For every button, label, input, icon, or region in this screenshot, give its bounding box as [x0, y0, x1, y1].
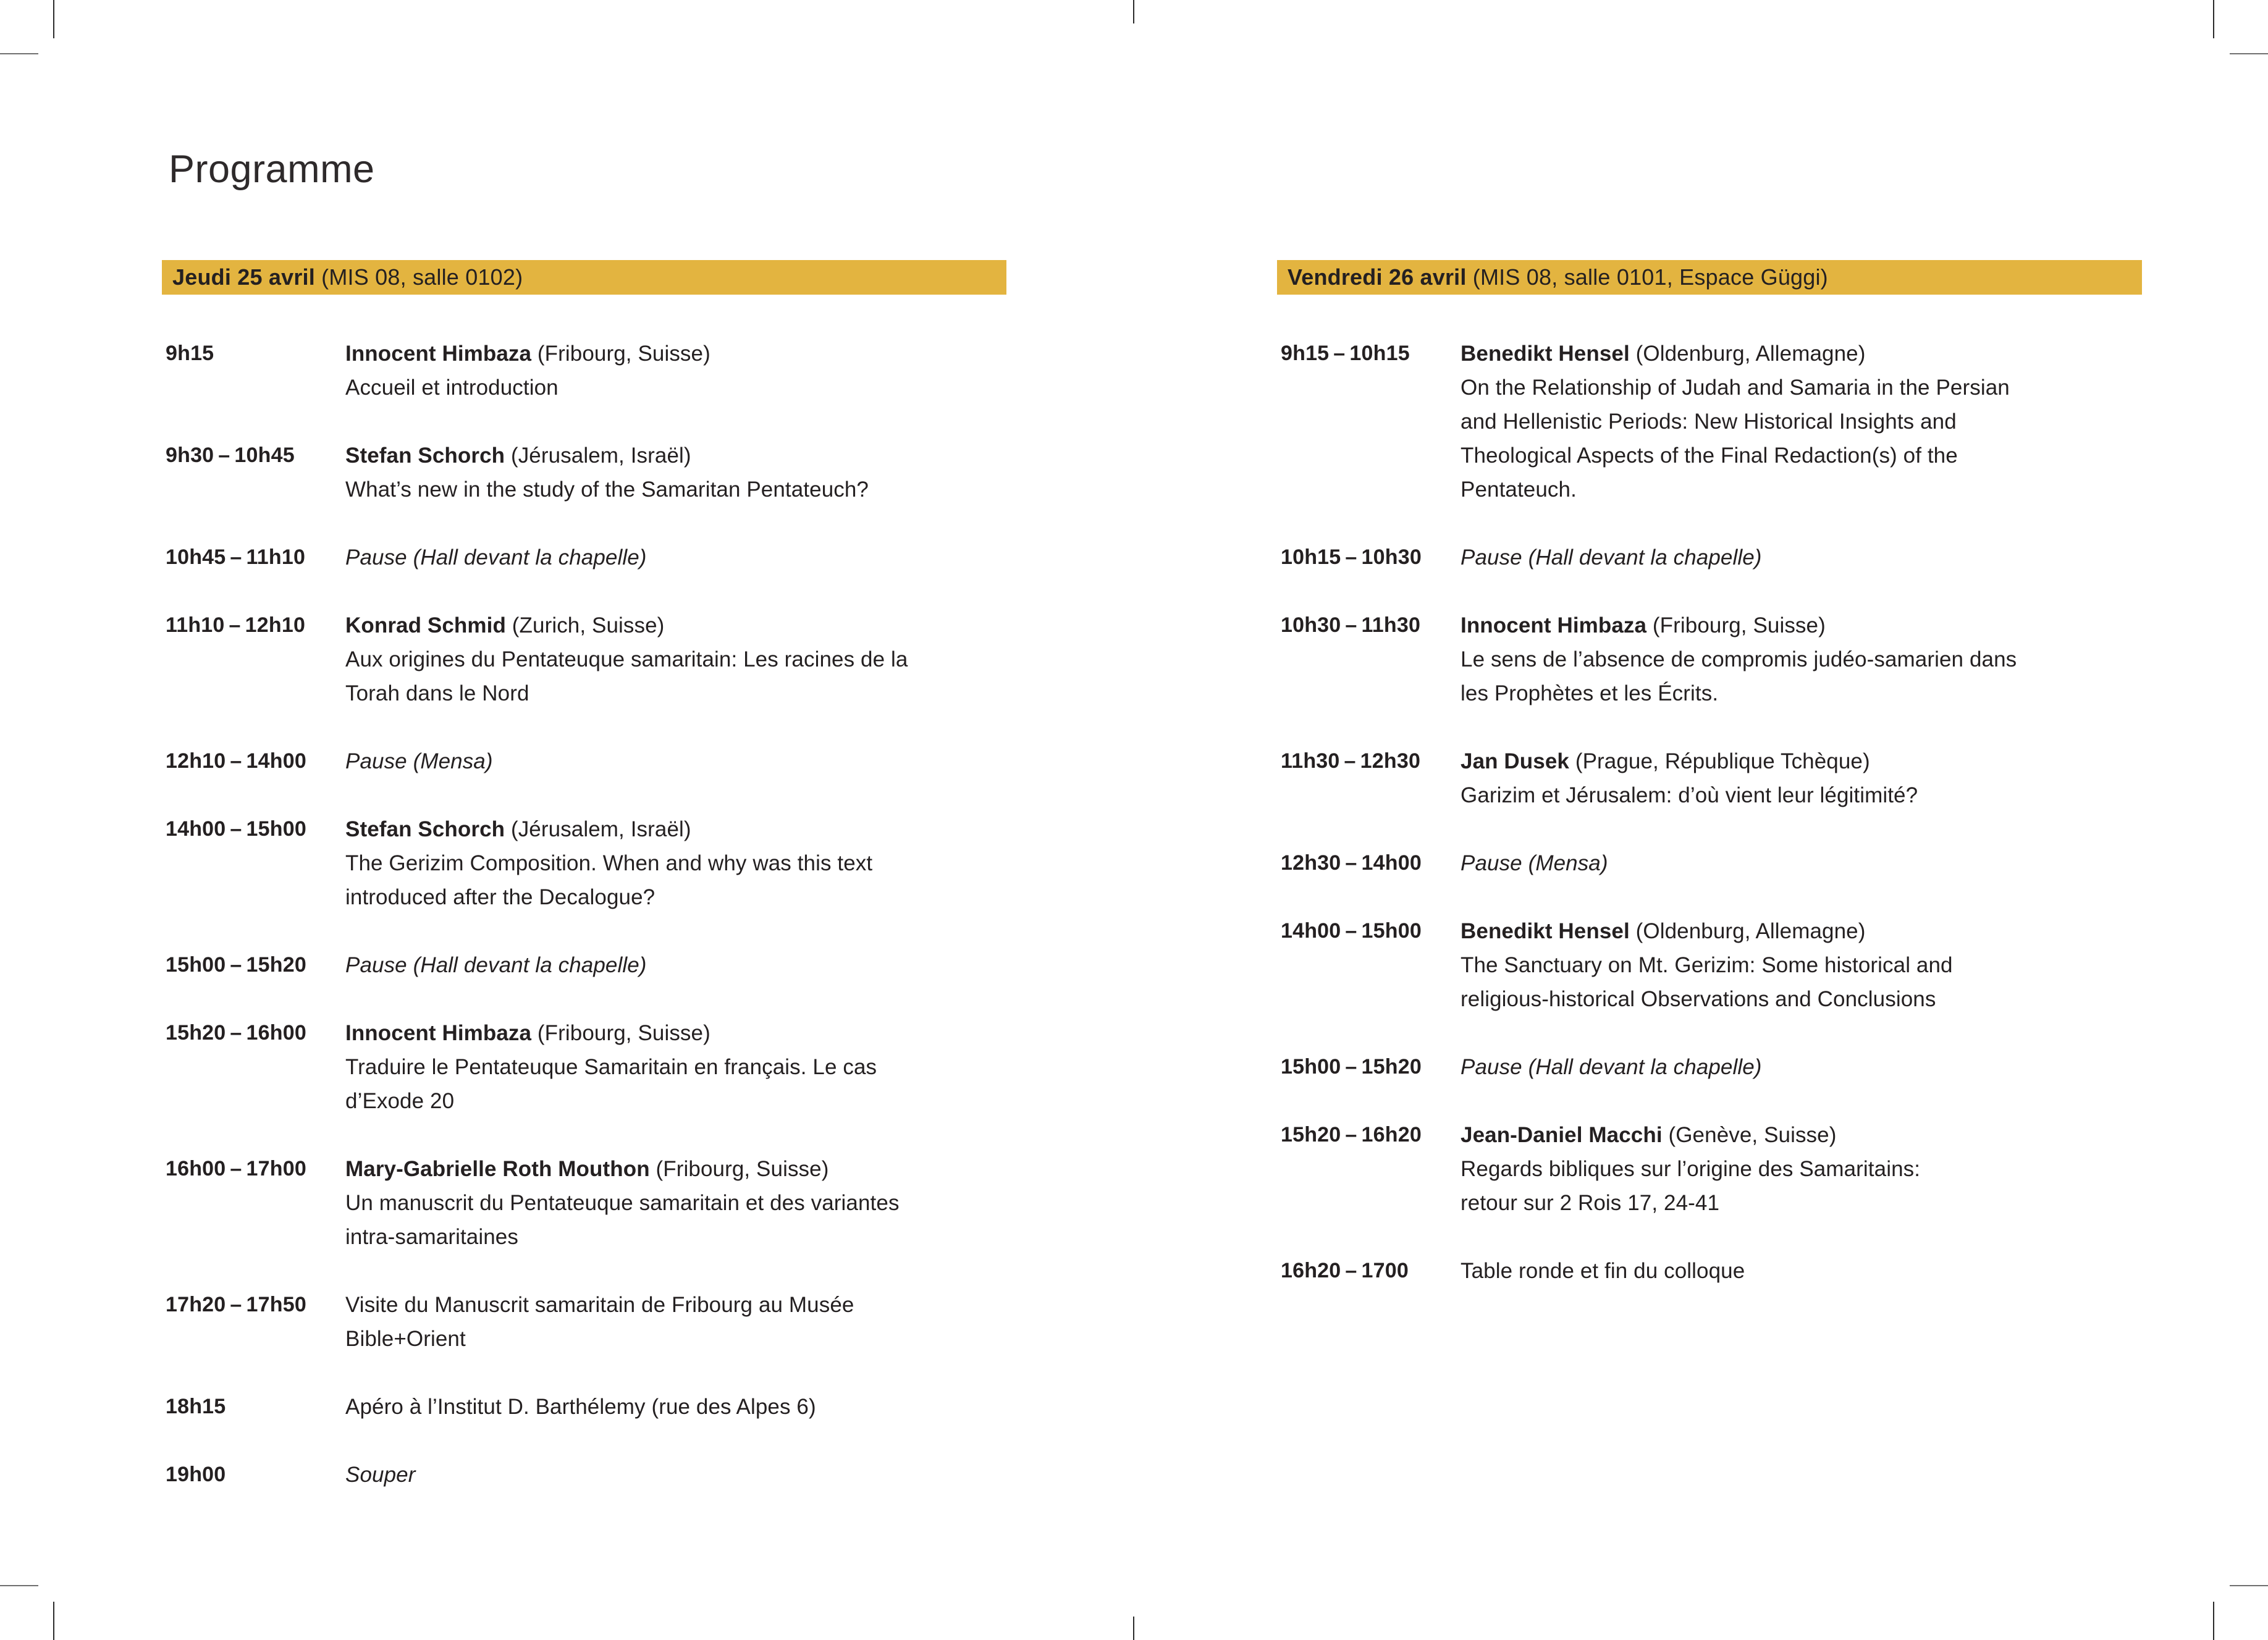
schedule-entry: [1277, 337, 2142, 507]
talk-title-line: intra-samaritaines: [345, 1225, 518, 1249]
crop-mark-left-bottom-horizontal: [0, 1585, 38, 1586]
entry-time: 15h00 – 15h20: [1281, 1055, 1422, 1079]
talk-title-line: The Sanctuary on Mt. Gerizim: Some historical and: [1461, 953, 1953, 977]
schedule-entry: [1277, 1118, 2142, 1220]
entry-time: 11h10 – 12h10: [166, 613, 306, 637]
talk-title-line: retour sur 2 Rois 17, 24-41: [1461, 1191, 1720, 1215]
schedule-entry: [162, 812, 1006, 914]
speaker-affiliation: (Genève, Suisse): [1662, 1123, 1837, 1147]
entry-time: 17h20 – 17h50: [166, 1293, 306, 1316]
schedule-list: [1277, 337, 2142, 1288]
pause-line: Pause (Mensa): [1461, 851, 1608, 875]
speaker-name: Innocent Himbaza: [345, 1021, 532, 1045]
schedule-list: [162, 337, 1006, 1492]
entry-description: [345, 337, 1006, 405]
schedule-entry: [1277, 846, 2142, 880]
speaker-name: Jean-Daniel Macchi: [1461, 1123, 1663, 1147]
speaker-affiliation: (Oldenburg, Allemagne): [1629, 342, 1866, 366]
schedule-entry: [1277, 540, 2142, 574]
speaker-name: Benedikt Hensel: [1461, 342, 1630, 366]
day-location: (MIS 08, salle 0101, Espace Güggi): [1466, 264, 1828, 290]
pause-line: Souper: [345, 1463, 416, 1487]
crop-mark-top-center-vertical: [1133, 0, 1134, 23]
speaker-line: [345, 337, 1006, 371]
speaker-name: Benedikt Hensel: [1461, 919, 1630, 943]
talk-title-line: and Hellenistic Periods: New Historical Insights and: [1461, 410, 1957, 434]
page-thursday: [162, 260, 1006, 1526]
talk-title-line: les Prophètes et les Écrits.: [1461, 681, 1719, 705]
speaker-name: Mary-Gabrielle Roth Mouthon: [345, 1157, 650, 1181]
schedule-entry: [162, 337, 1006, 405]
entry-description: [345, 1152, 1006, 1254]
pause-line: Pause (Hall devant la chapelle): [1461, 1055, 1762, 1079]
entry-time: 9h15: [166, 342, 214, 365]
event-line: Bible+Orient: [345, 1327, 466, 1351]
speaker-affiliation: (Prague, République Tchèque): [1569, 749, 1870, 773]
entry-description: [345, 540, 1006, 574]
entry-description: [1461, 1254, 2142, 1288]
entry-time: 11h30 – 12h30: [1281, 749, 1421, 773]
entry-description: [1461, 608, 2142, 710]
schedule-entry: [1277, 608, 2142, 710]
schedule-entry: [162, 1016, 1006, 1118]
schedule-entry: [162, 540, 1006, 574]
entry-description: [345, 1016, 1006, 1118]
talk-title-line: Traduire le Pentateuque Samaritain en français. Le cas: [345, 1055, 877, 1079]
page-friday: [1277, 260, 2142, 1322]
talk-title-line: Garizim et Jérusalem: d’où vient leur légitimité?: [1461, 783, 1918, 807]
entry-time: 14h00 – 15h00: [166, 817, 306, 841]
entry-time: 15h20 – 16h20: [1281, 1123, 1422, 1146]
crop-mark-bottom-center-vertical: [1133, 1617, 1134, 1640]
day-location: (MIS 08, salle 0102): [314, 264, 523, 290]
entry-description: [345, 744, 1006, 778]
day-label: Vendredi 26 avril: [1288, 264, 1467, 290]
pause-line: Pause (Hall devant la chapelle): [1461, 545, 1762, 570]
speaker-line: [345, 439, 1006, 473]
speaker-name: Konrad Schmid: [345, 613, 506, 637]
schedule-entry: [162, 1288, 1006, 1356]
talk-title-line: d’Exode 20: [345, 1089, 455, 1113]
schedule-entry: [1277, 1050, 2142, 1084]
day-header-bar: [162, 260, 1006, 295]
speaker-name: Jan Dusek: [1461, 749, 1569, 773]
speaker-affiliation: (Fribourg, Suisse): [1646, 613, 1826, 637]
entry-description: [1461, 540, 2142, 574]
crop-mark-right-bottom-horizontal: [2230, 1585, 2268, 1586]
entry-time: 19h00: [166, 1463, 226, 1486]
schedule-entry: [162, 1152, 1006, 1254]
entry-time: 16h00 – 17h00: [166, 1157, 306, 1180]
speaker-name: Innocent Himbaza: [1461, 613, 1647, 637]
entry-time: 15h00 – 15h20: [166, 953, 306, 977]
entry-time: 18h15: [166, 1395, 226, 1418]
day-header-bar: [1277, 260, 2142, 295]
entry-description: [345, 812, 1006, 914]
entry-description: [1461, 1050, 2142, 1084]
entry-description: [1461, 1118, 2142, 1220]
speaker-line: [345, 1016, 1006, 1050]
schedule-entry: [162, 744, 1006, 778]
talk-title-line: Theological Aspects of the Final Redaction(s) of the: [1461, 444, 1958, 468]
entry-description: [345, 608, 1006, 710]
entry-description: [1461, 914, 2142, 1016]
entry-time: 16h20 – 1700: [1281, 1259, 1409, 1282]
crop-mark-top-left-vertical: [53, 0, 54, 38]
schedule-entry: [162, 439, 1006, 507]
schedule-entry: [162, 948, 1006, 982]
talk-title-line: On the Relationship of Judah and Samaria in the Persian: [1461, 376, 2010, 400]
talk-title-line: Le sens de l’absence de compromis judéo-samarien dans: [1461, 647, 2017, 671]
page-title: Programme: [169, 148, 375, 191]
day-label: Jeudi 25 avril: [172, 264, 315, 290]
entry-description: [1461, 744, 2142, 812]
crop-mark-top-right-vertical: [2213, 0, 2214, 38]
speaker-affiliation: (Jérusalem, Israël): [505, 444, 691, 468]
talk-title-line: religious-historical Observations and Conclusions: [1461, 987, 1936, 1011]
entry-description: [345, 948, 1006, 982]
speaker-line: [1461, 1118, 2142, 1152]
speaker-affiliation: (Zurich, Suisse): [505, 613, 665, 637]
entry-time: 12h10 – 14h00: [166, 749, 306, 773]
event-line: Visite du Manuscrit samaritain de Fribourg au Musée: [345, 1293, 854, 1317]
speaker-name: Stefan Schorch: [345, 444, 505, 468]
speaker-affiliation: (Oldenburg, Allemagne): [1629, 919, 1866, 943]
talk-title-line: Un manuscrit du Pentateuque samaritain et des variantes: [345, 1191, 900, 1215]
speaker-line: [345, 608, 1006, 642]
pause-line: Pause (Hall devant la chapelle): [345, 545, 647, 570]
event-line: Apéro à l’Institut D. Barthélemy (rue des Alpes 6): [345, 1395, 816, 1419]
speaker-line: [345, 812, 1006, 846]
entry-description: [1461, 846, 2142, 880]
schedule-entry: [162, 608, 1006, 710]
speaker-affiliation: (Fribourg, Suisse): [531, 1021, 710, 1045]
speaker-name: Stefan Schorch: [345, 817, 505, 841]
talk-title-line: Pentateuch.: [1461, 477, 1577, 502]
schedule-entry: [1277, 744, 2142, 812]
talk-title-line: Regards bibliques sur l’origine des Samaritains:: [1461, 1157, 1921, 1181]
speaker-line: [1461, 337, 2142, 371]
crop-mark-bottom-right-vertical: [2213, 1602, 2214, 1640]
speaker-affiliation: (Fribourg, Suisse): [649, 1157, 829, 1181]
event-line: Table ronde et fin du colloque: [1461, 1259, 1745, 1283]
talk-title-line: introduced after the Decalogue?: [345, 885, 656, 909]
speaker-affiliation: (Jérusalem, Israël): [505, 817, 691, 841]
talk-title-line: Accueil et introduction: [345, 376, 559, 400]
speaker-line: [1461, 914, 2142, 948]
entry-time: 10h15 – 10h30: [1281, 545, 1422, 569]
talk-title-line: The Gerizim Composition. When and why was this text: [345, 851, 873, 875]
crop-mark-left-top-horizontal: [0, 53, 38, 54]
speaker-line: [1461, 608, 2142, 642]
entry-time: 12h30 – 14h00: [1281, 851, 1422, 875]
pause-line: Pause (Mensa): [345, 749, 493, 773]
speaker-name: Innocent Himbaza: [345, 342, 532, 366]
entry-time: 15h20 – 16h00: [166, 1021, 306, 1045]
crop-mark-bottom-left-vertical: [53, 1602, 54, 1640]
speaker-affiliation: (Fribourg, Suisse): [531, 342, 710, 366]
entry-description: [345, 1390, 1006, 1424]
schedule-entry: [162, 1390, 1006, 1424]
entry-time: 14h00 – 15h00: [1281, 919, 1422, 943]
speaker-line: [1461, 744, 2142, 778]
entry-description: [345, 439, 1006, 507]
schedule-entry: [1277, 1254, 2142, 1288]
talk-title-line: What’s new in the study of the Samaritan Pentateuch?: [345, 477, 869, 502]
crop-mark-right-top-horizontal: [2230, 53, 2268, 54]
entry-time: 9h30 – 10h45: [166, 444, 295, 467]
talk-title-line: Torah dans le Nord: [345, 681, 529, 705]
entry-time: 10h30 – 11h30: [1281, 613, 1421, 637]
speaker-line: [345, 1152, 1006, 1186]
pause-line: Pause (Hall devant la chapelle): [345, 953, 647, 977]
entry-time: 10h45 – 11h10: [166, 545, 306, 569]
entry-description: [345, 1288, 1006, 1356]
entry-description: [1461, 337, 2142, 507]
entry-description: [345, 1458, 1006, 1492]
schedule-entry: [1277, 914, 2142, 1016]
entry-time: 9h15 – 10h15: [1281, 342, 1410, 365]
talk-title-line: Aux origines du Pentateuque samaritain: Les racines de la: [345, 647, 908, 671]
schedule-entry: [162, 1458, 1006, 1492]
